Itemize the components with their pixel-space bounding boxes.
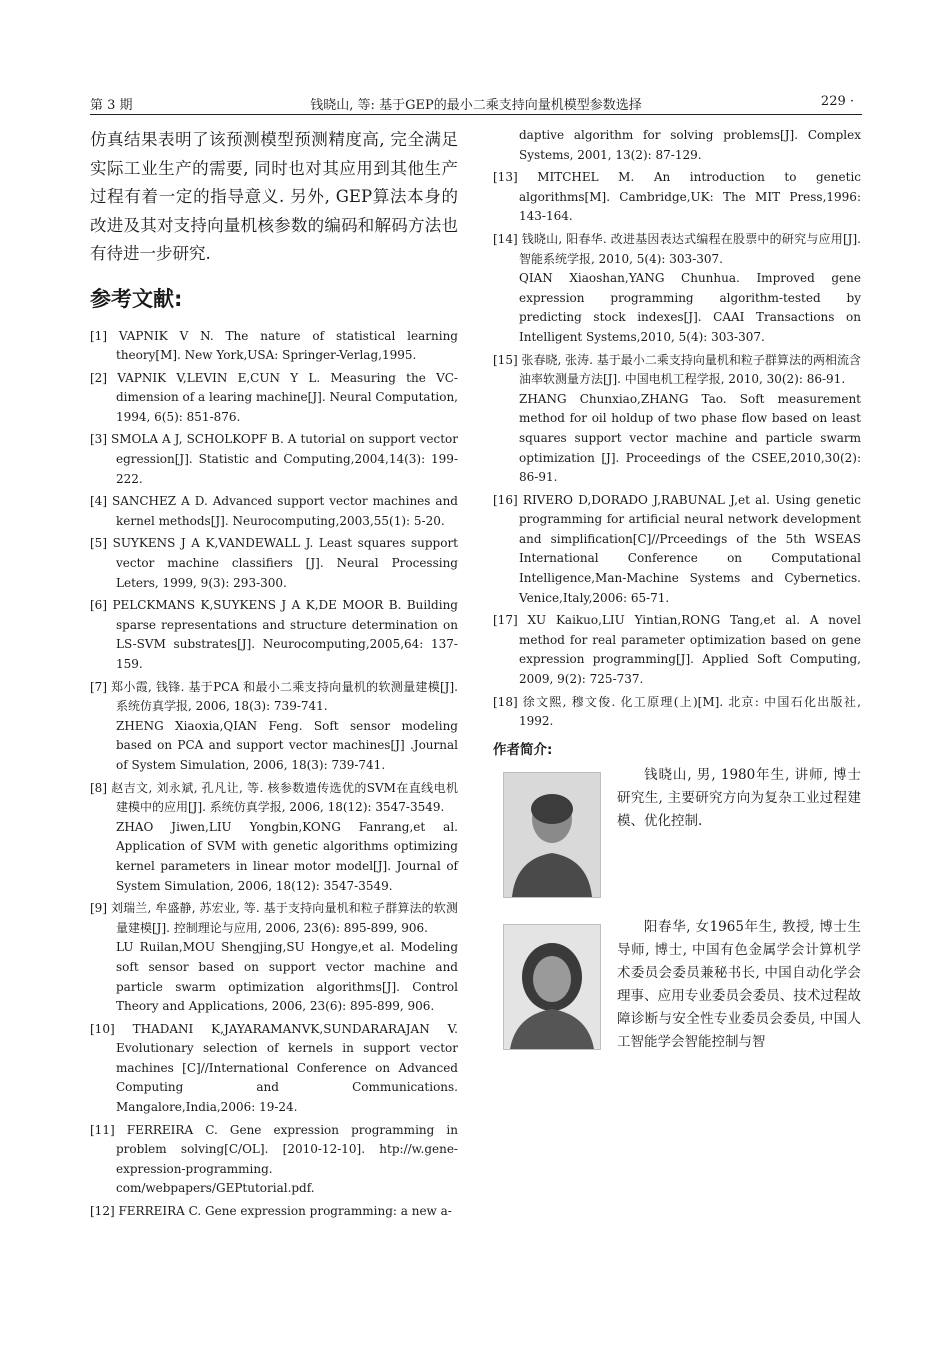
issue-number: 第 3 期 — [90, 98, 133, 113]
reference-text: VAPNIK V,LEVIN E,CUN Y L. Measuring the VC-dimension of a learing machine[J]. Neural Computation, 1994, 6(5): 851-876. — [116, 370, 458, 424]
reference-item — [493, 611, 861, 689]
reference-text: RIVERO D,DORADO J,RABUNAL J,et al. Using genetic programming for artificial neural network development and simplification[C]//Prceedings of the 5th WSEAS International Conference on Computational Intelligence,Man-Machine Systems and Cybernetics. Venice,Italy,2006: 65-71. — [519, 492, 861, 605]
reference-translation: ZHAO Jiwen,LIU Yongbin,KONG Fanrang,et al. Application of SVM with genetic algorithms optimizing kernel parameters in linear motor model[J]. Journal of System Simulation, 2006, 18(12): 3547-3549. — [116, 819, 458, 893]
reference-label: [3] — [90, 432, 107, 447]
reference-text: FERREIRA C. Gene expression programming: a new a- — [118, 1204, 452, 1219]
reference-label: [17] — [493, 613, 518, 628]
author-photo — [503, 924, 601, 1050]
reference-text: XU Kaikuo,LIU Yintian,RONG Tang,et al. A novel method for real parameter optimization based on gene expression programming[J]. Applied Soft Computing, 2009, 9(2): 725-737. — [519, 613, 861, 687]
reference-item — [493, 126, 861, 165]
page-number: 229 · — [820, 94, 854, 109]
reference-text: SUYKENS J A K,VANDEWALL J. Least squares support vector machine classifiers [J]. Neural Processing Leters, 1999, 9(3): 293-300. — [112, 536, 458, 590]
reference-text: 钱晓山, 阳春华. 改进基因表达式编程在股票中的研究与应用[J]. 智能系统学报, 2010, 5(4): 303-307. — [519, 231, 861, 266]
reference-item — [90, 327, 458, 366]
running-title: 钱晓山, 等: 基于GEP的最小二乘支持向量机模型参数选择 — [310, 98, 642, 113]
reference-item — [90, 596, 458, 674]
reference-list-left — [90, 327, 458, 1222]
reference-text: SMOLA A J, SCHOLKOPF B. A tutorial on support vector egression[J]. Statistic and Computing,2004,14(3): 199-222. — [111, 432, 458, 486]
reference-label: [6] — [90, 598, 107, 613]
reference-item — [90, 534, 458, 593]
conclusion-paragraph: 仿真结果表明了该预测模型预测精度高, 完全满足实际工业生产的需要, 同时也对其应用到其他生产过程有着一定的指导意义. 另外, GEP算法本身的改进及其对支持向量机核参数的编码和解码方法也有待进一步研究. — [90, 130, 458, 263]
reference-label: [14] — [493, 231, 518, 246]
reference-translation: LU Ruilan,MOU Shengjing,SU Hongye,et al. Modeling soft sensor based on support vector machine and particle swarm optimization algorithms[J]. Control Theory and Applications, 2006, 23(6): 895-899, 906. — [116, 940, 458, 1014]
reference-label: [9] — [90, 901, 107, 916]
reference-text: PELCKMANS K,SUYKENS J A K,DE MOOR B. Building sparse representations and structure determination on LS-SVM substrates[J]. Neurocomputing,2005,64: 137-159. — [112, 598, 458, 671]
reference-translation: QIAN Xiaoshan,YANG Chunhua. Improved gene expression programming algorithm-tested by predicting stock indexes[J]. CAAI Transactions on Intelligent Systems,2010, 5(4): 303-307. — [519, 271, 861, 344]
reference-item — [90, 678, 458, 776]
author-bio: 阳春华, 女1965年生, 教授, 博士生导师, 博士, 中国有色金属学会计算机学术委员会委员兼秘书长, 中国自动化学会理事、应用专业委员会委员、技术过程故障诊断与安全性专业委员会委员, 中国人工智能学会智能控制与智 — [617, 918, 861, 1050]
reference-list-right — [493, 126, 861, 732]
reference-text: THADANI K,JAYARAMANVK,SUNDARARAJAN V. Evolutionary selection of kernels in support vector machines [C]//International Conference on Advanced Computing and Communications. Mangalore,India,2006: 19-24. — [116, 1021, 458, 1115]
reference-text: 刘瑞兰, 牟盛静, 苏宏业, 等. 基于支持向量机和粒子群算法的软测量建模[J]. 控制理论与应用, 2006, 23(6): 895-899, 906. — [110, 901, 458, 935]
reference-label: [7] — [90, 679, 107, 694]
reference-item — [493, 693, 861, 732]
reference-item — [90, 1202, 458, 1222]
references-heading: 参考文献: — [90, 286, 183, 311]
author-photo — [503, 772, 601, 898]
reference-label: [10] — [90, 1021, 115, 1036]
reference-item — [493, 230, 861, 348]
reference-text: FERREIRA C. Gene expression programming in problem solving[C/OL]. [2010-12-10]. htp://w.gene-expression-programming. com/webpapers/GEPtutorial.pdf. — [116, 1122, 458, 1196]
running-header — [90, 92, 862, 115]
reference-label: [13] — [493, 170, 518, 185]
reference-label: [5] — [90, 536, 107, 551]
reference-item — [493, 491, 861, 609]
left-column — [90, 126, 458, 1225]
reference-text: MITCHEL M. An introduction to genetic algorithms[M]. Cambridge,UK: The MIT Press,1996: 143-164. — [519, 170, 861, 224]
reference-item — [90, 1020, 458, 1118]
reference-item — [90, 369, 458, 428]
reference-label: [4] — [90, 494, 107, 509]
reference-text: 郑小霞, 钱锋. 基于PCA 和最小二乘支持向量机的软测量建模[J]. 系统仿真学报, 2006, 18(3): 739-741. — [111, 679, 458, 714]
author-portrait-icon — [504, 925, 600, 1049]
reference-translation: ZHENG Xiaoxia,QIAN Feng. Soft sensor modeling based on PCA and support vector machines[J] .Journal of System Simulation, 2006, 18(3): 739-741. — [116, 718, 458, 772]
author-portrait-icon — [504, 773, 600, 897]
reference-translation: ZHANG Chunxiao,ZHANG Tao. Soft measurement method for oil holdup of two phase flow based on least squares support vector machine and particle swarm optimization [J]. Proceedings of the CSEE,2010,30(2): 86-91. — [519, 391, 861, 485]
reference-text: 赵吉文, 刘永斌, 孔凡让, 等. 核参数遗传选优的SVM在直线电机建模中的应用[J]. 系统仿真学报, 2006, 18(12): 3547-3549. — [111, 780, 458, 815]
reference-item — [90, 492, 458, 531]
reference-item — [90, 899, 458, 1017]
author-entry — [493, 916, 861, 1056]
reference-label: [12] — [90, 1204, 115, 1219]
reference-label: [1] — [90, 328, 107, 343]
reference-label: [11] — [90, 1122, 115, 1137]
reference-text: 徐文熙, 穆文俊. 化工原理(上)[M]. 北京: 中国石化出版社, 1992. — [519, 694, 861, 729]
reference-label: [15] — [493, 352, 518, 367]
reference-label: [8] — [90, 780, 107, 795]
reference-item — [90, 430, 458, 489]
author-bio: 钱晓山, 男, 1980年生, 讲师, 博士研究生, 主要研究方向为复杂工业过程建模、优化控制. — [617, 766, 861, 829]
reference-text: 张春晓, 张涛. 基于最小二乘支持向量机和粒子群算法的两相流含油率软测量方法[J]. 中国电机工程学报, 2010, 30(2): 86-91. — [519, 352, 861, 387]
authors-heading: 作者简介: — [493, 741, 553, 758]
reference-item — [90, 1121, 458, 1199]
reference-text: VAPNIK V N. The nature of statistical learning theory[M]. New York,USA: Springer-Verlag,1995. — [116, 328, 458, 363]
reference-label: [16] — [493, 492, 518, 507]
reference-item — [493, 168, 861, 227]
reference-label: [2] — [90, 370, 107, 385]
author-entry — [493, 764, 861, 904]
right-column — [493, 126, 861, 1068]
reference-item — [90, 779, 458, 897]
reference-text: SANCHEZ A D. Advanced support vector machines and kernel methods[J]. Neurocomputing,2003,55(1): 5-20. — [111, 494, 458, 528]
reference-label: [18] — [493, 694, 518, 709]
reference-item — [493, 351, 861, 488]
reference-text: daptive algorithm for solving problems[J]. Complex Systems, 2001, 13(2): 87-129. — [519, 128, 861, 162]
